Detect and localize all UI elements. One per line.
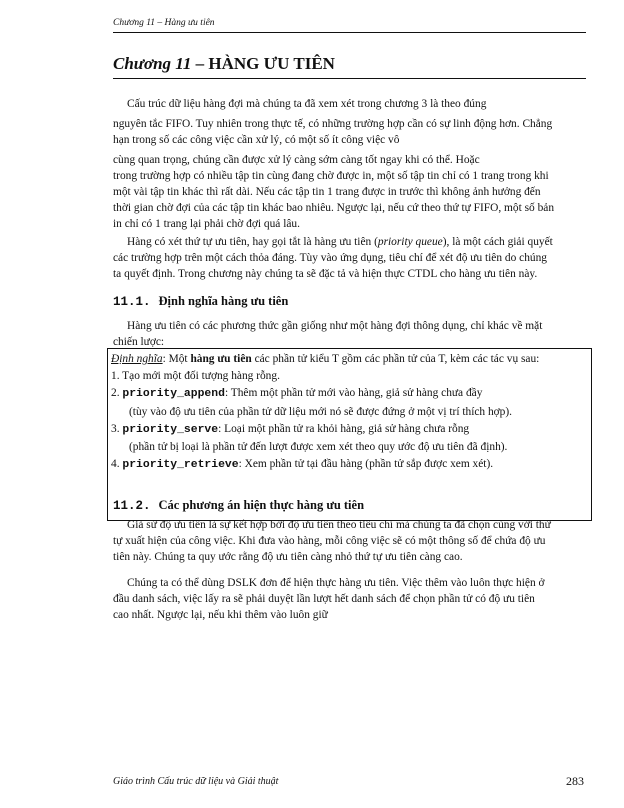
intro-line: cùng quan trọng, chúng cần được xử lý càng sớm càng tốt ngay khi có thể. Hoặc [113,154,480,166]
priority-queue-paragraph [113,234,586,282]
section-heading-11-2: 11.2. Các phương án hiện thực hàng ưu tiên [113,498,365,513]
header-rule [113,32,586,33]
intro-line: Cấu trúc dữ liệu hàng đợi mà chúng ta đã xem xét trong chương 3 là theo đúng [127,98,487,110]
intro-line: trong trường hợp có nhiều tập tin cùng đang chờ được in, một số tập tin chỉ có 1 trang trong khi [113,170,549,182]
running-header: Chương 11 – Hàng ưu tiên [113,18,215,28]
footer-book-title: Giáo trình Cấu trúc dữ liệu và Giải thuật [113,776,279,787]
intro-paragraph [113,96,586,232]
intro-line: nguyên tắc FIFO. Tuy nhiên trong thực tế, có những trường hợp cần có sự linh động hơn. Chẳng [113,118,553,130]
chapter-name: HÀNG ƯU TIÊN [208,54,335,73]
section-heading-11-1: 11.1. Định nghĩa hàng ưu tiên [113,294,289,309]
definition-content [111,351,589,474]
title-dash: – [191,54,209,73]
intro-line: hạn trong số các công việc cần xử lý, có một số ít công việc vô [113,134,400,146]
definition-item-3-note: (phần tử bị loại là phần tử đến lượt được xem xét theo quy ước độ ưu tiên đã định). [129,441,508,454]
chapter-title [113,54,335,74]
definition-item-3: 3. priority_serve: Loại một phần tử ra khỏi hàng, giả sử hàng chưa rỗng [111,422,470,436]
paragraph-line: ta quyết định. Trong chương này chúng ta sẽ đặc tả và hiện thực CTDL cho hàng ưu tiên này. [113,268,538,280]
definition-item-4: 4. priority_retrieve: Xem phần tử tại đầu hàng (phần tử sắp được xem xét). [111,458,494,472]
definition-item-2-note: (tùy vào độ ưu tiên của phần tử dữ liệu mới nó sẽ được đứng ở một vị trí thích hợp). [129,405,513,418]
chapter-number: Chương 11 [113,54,192,73]
dslk-paragraph: Chúng ta có thể dùng DSLK đơn để hiện thực hàng ưu tiên. Việc thêm vào luôn thực hiện ở đầu danh sách, việc lấy ra sẽ phải duyệt lần lượt hết danh sách để chọn phần tử có độ ưu tiên cao nhất. Ngược lại, nếu khi thêm vào luôn giữ [113,577,545,621]
definition-item-2: 2. priority_append: Thêm một phần tử mới vào hàng, giả sử hàng chưa đầy [111,387,483,401]
intro-line: in chỉ có 1 trang lại phải chờ đợi quá lâu. [113,218,300,230]
definition-item-1: 1. Tạo mới một đối tượng hàng rỗng. [111,370,280,383]
intro-line: một vài tập tin khác thì rất dài. Nếu các tập tin 1 trang được in trước thì không ảnh hưởng đến [113,186,541,198]
page-number: 283 [566,774,584,788]
section2-paragraph: Giả sử độ ưu tiên là sự kết hợp bởi độ ưu tiên theo tiêu chí mà chúng ta đã chọn cùng với thứ tự xuất hiện của công việc. Khi đưa vào hàng, mỗi công việc sẽ có một thông số để chứa độ ưu tiên này. Chúng ta quy ước rằng độ ưu tiên càng nhỏ thứ tự ưu tiên càng cao. [113,519,551,563]
paragraph-line: Hàng có xét thứ tự ưu tiên, hay gọi tắt là hàng ưu tiên (priority queue), là một cách giải quyết [127,236,553,248]
intro-line: thời gian chờ đợi của các tập tin khác bao nhiêu. Ngược lại, nếu cứ theo thứ tự FIFO, một số bản [113,202,555,214]
definition-line: Định nghĩa: Một hàng ưu tiên các phần tử kiểu T gồm các phần tử của T, kèm các tác vụ sau: [111,353,540,365]
section1-paragraph: Hàng ưu tiên có các phương thức gần giống như một hàng đợi thông dụng, chỉ khác về mặt chiến lược: [113,320,543,348]
title-rule [113,78,586,79]
paragraph-line: các trường hợp trên một cách thỏa đáng. Tùy vào ứng dụng, tiêu chí để xét độ ưu tiên do chúng [113,252,547,264]
